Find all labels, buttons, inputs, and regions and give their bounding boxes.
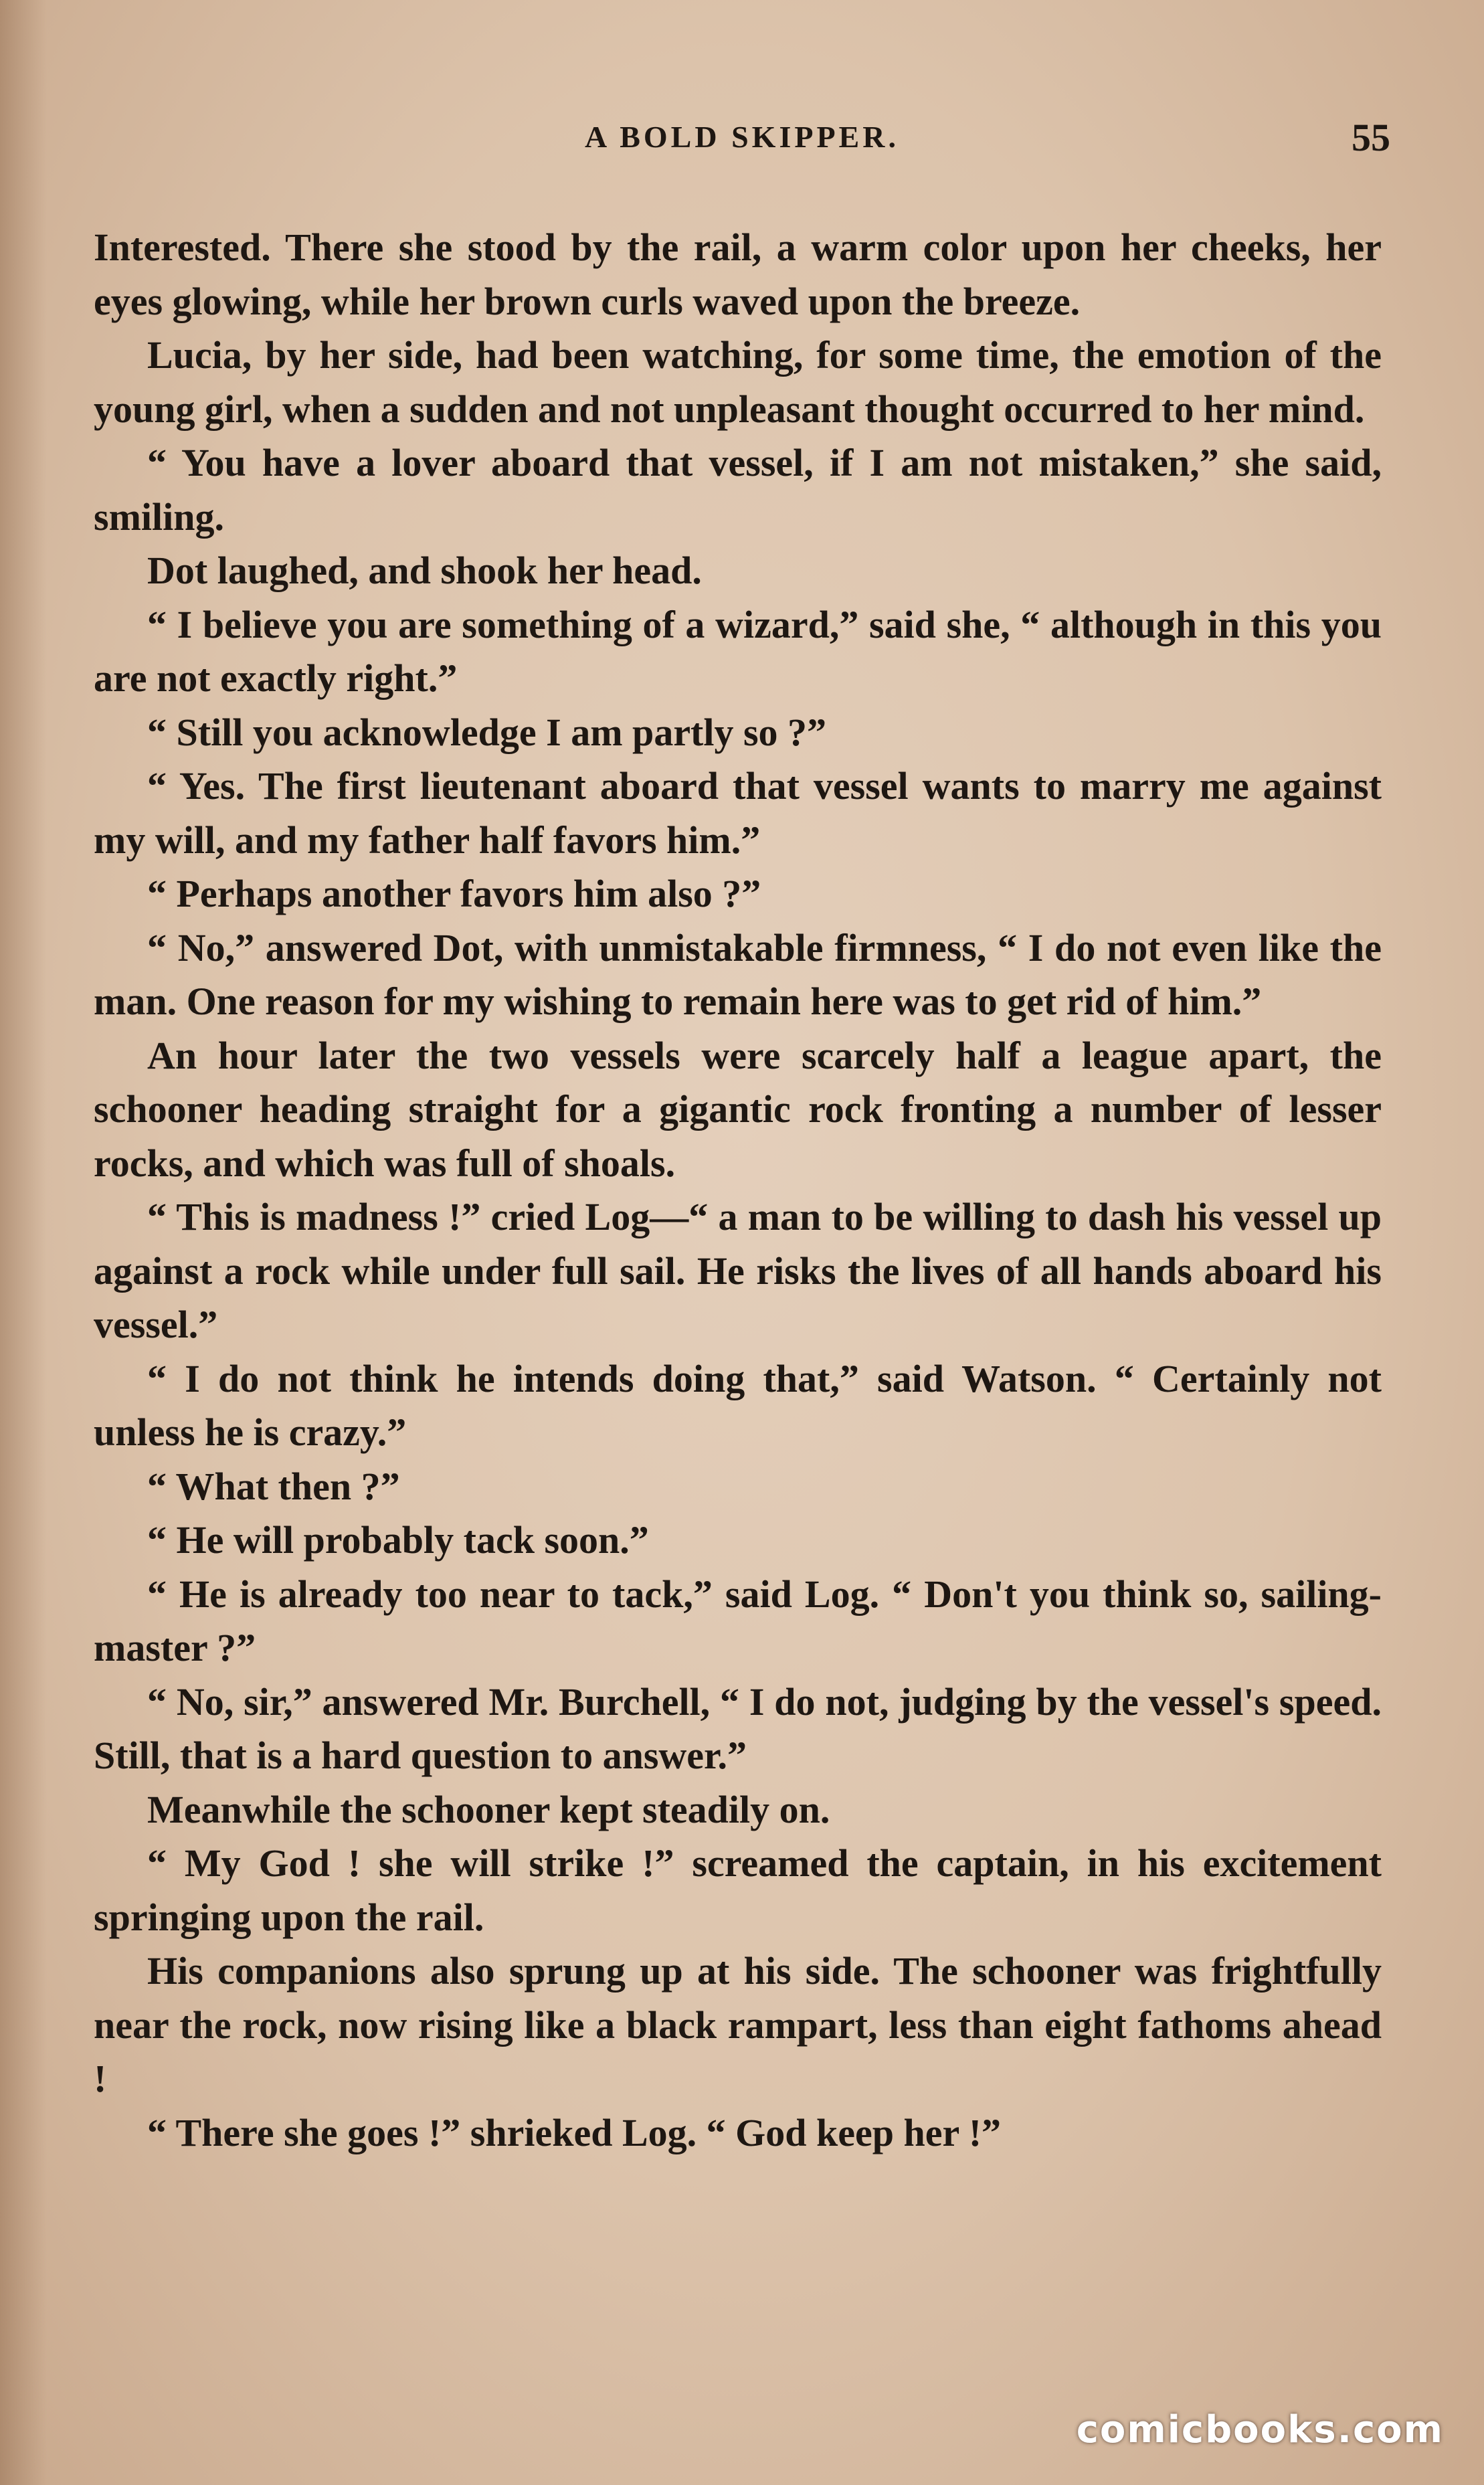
running-title: A BOLD SKIPPER. [585,120,899,154]
paragraph: “ Perhaps another favors him also ?” [147,872,761,915]
paragraph: An hour later the two vessels were scarcely half a league apart, the schooner heading straight for a gigantic rock fronting a number of lesser rocks, and which was full of shoals. [94,1033,1382,1185]
paragraph: “ No, sir,” answered Mr. Burchell, “ I do not, judging by the vessel's speed. Still, that is a hard question to answer.” [94,1679,1382,1777]
paragraph: “ No,” answered Dot, with unmistakable firmness, “ I do not even like the man. One reason for my wishing to remain here was to get rid of him.” [94,925,1382,1023]
paragraph: “ This is madness !” cried Log—“ a man to be willing to dash his vessel up against a rock while under full sail. He risks the lives of all hands aboard his vessel.” [94,1195,1382,1346]
paragraph: Interested. There she stood by the rail, a warm color upon her cheeks, her eyes glowing, while her brown curls waved upon the breeze. [94,225,1382,323]
paragraph: “ I believe you are something of a wizard,” said she, “ although in this you are not exactly right.” [94,602,1382,700]
paragraph: “ Still you acknowledge I am partly so ?” [147,710,827,754]
paragraph: “ My God ! she will strike !” screamed the captain, in his excitement springing upon the rail. [94,1841,1382,1939]
paragraph: Dot laughed, and shook her head. [147,549,702,592]
paragraph: Lucia, by her side, had been watching, for some time, the emotion of the young girl, when a sudden and not unpleasant thought occurred to her mind. [94,333,1382,431]
paragraph: “ I do not think he intends doing that,” said Watson. “ Certainly not unless he is crazy.” [94,1356,1382,1454]
paragraph: “ Yes. The first lieutenant aboard that vessel wants to marry me against my will, and my father half favors him.” [94,764,1382,862]
paragraph: “ You have a lover aboard that vessel, if I am not mistaken,” she said, smiling. [94,441,1382,539]
paragraph: “ He is already too near to tack,” said Log. “ Don't you think so, sailing-master ?” [94,1572,1382,1669]
running-head [94,116,1390,173]
paragraph: “ There she goes !” shrieked Log. “ God keep her !” [147,2110,1002,2154]
watermark: comicbooks.com [1076,2408,1444,2452]
body-text [94,221,1382,2160]
page-edge-shadow [0,0,47,2485]
paragraph: Meanwhile the schooner kept steadily on. [147,1787,830,1831]
page-number: 55 [1352,116,1390,159]
paragraph: “ What then ?” [147,1464,400,1508]
paragraph: “ He will probably tack soon.” [147,1518,649,1562]
paragraph: His companions also sprung up at his side. The schooner was frightfully near the rock, now rising like a black rampart, less than eight fathoms ahead ! [94,1949,1382,2100]
